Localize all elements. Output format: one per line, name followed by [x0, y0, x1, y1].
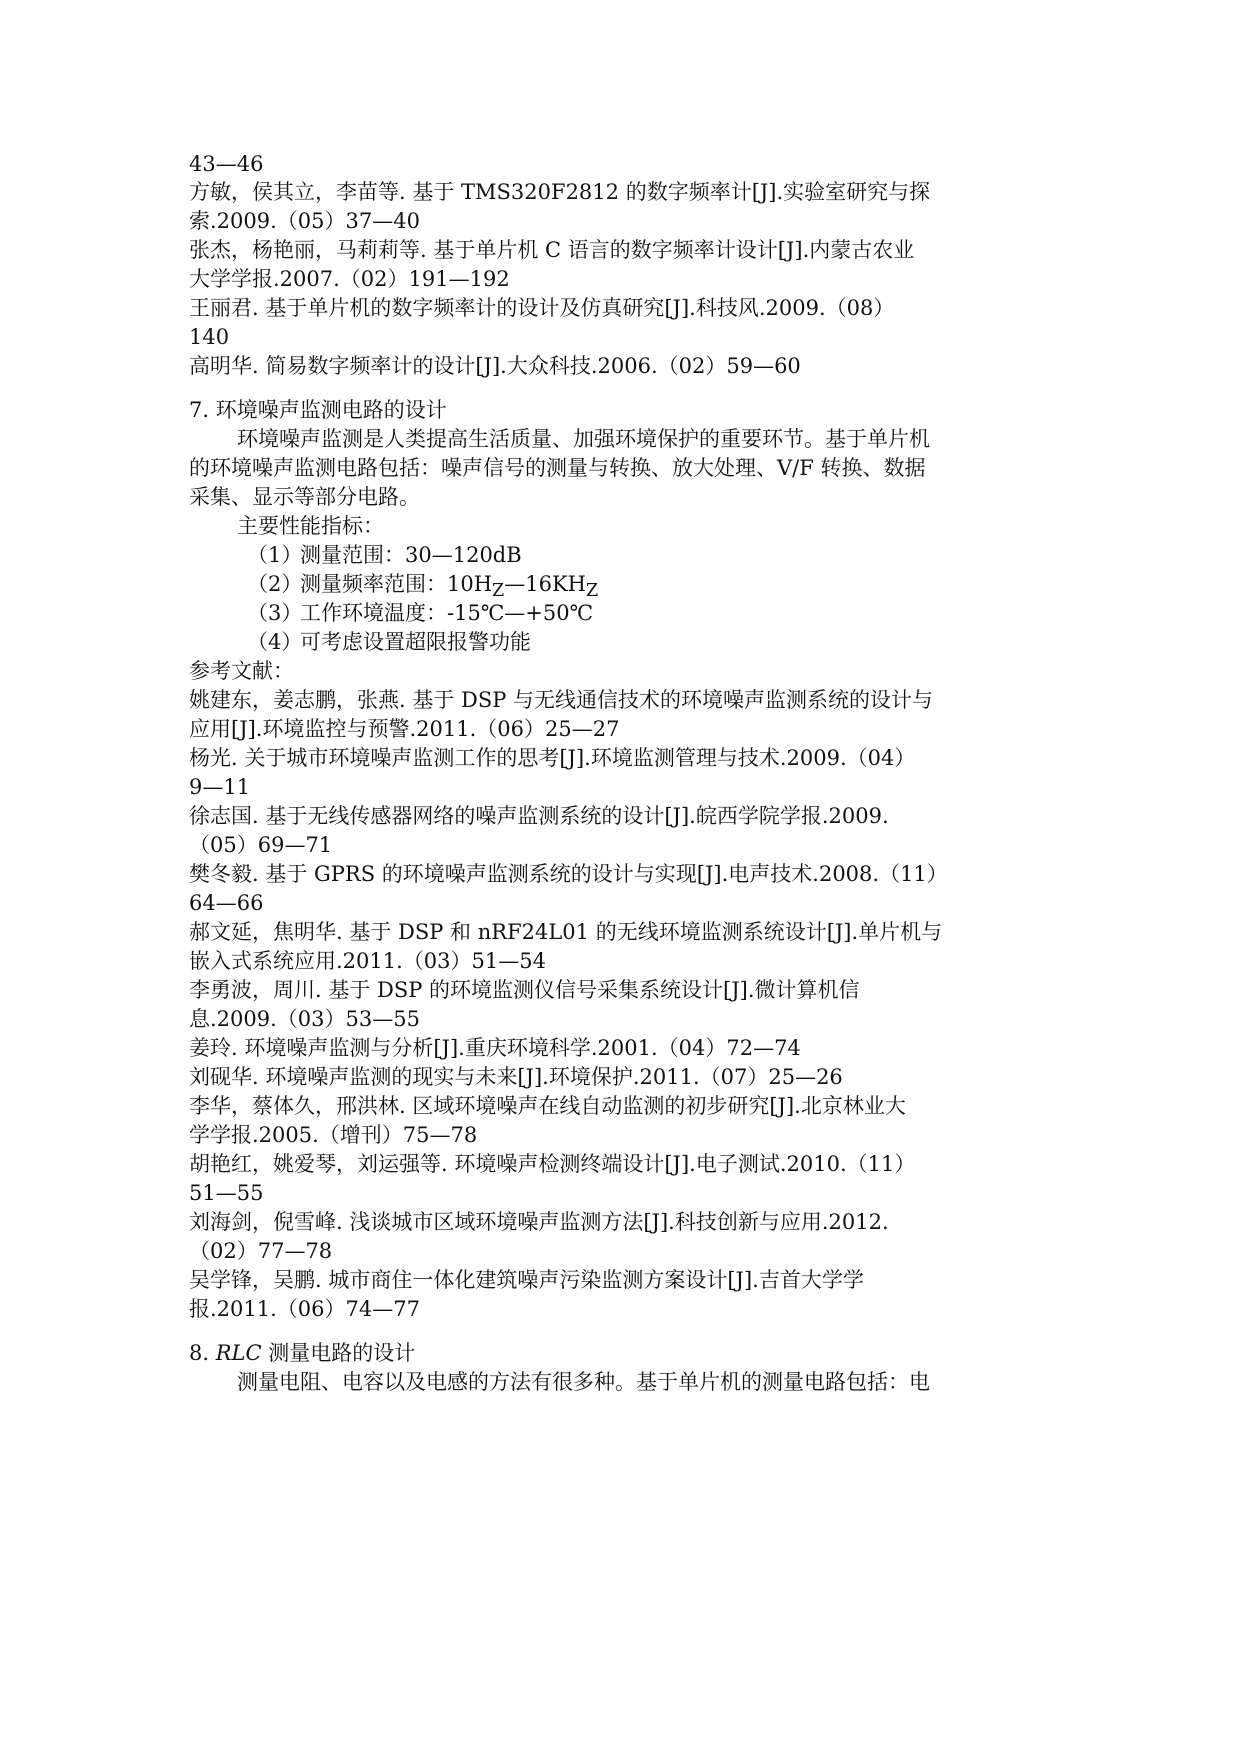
reference-line: 徐志国. 基于无线传感器网络的噪声监测系统的设计[J].皖西学院学报.2009.	[189, 804, 889, 828]
reference-line: 胡艳红，姚爱琴，刘运强等. 环境噪声检测终端设计[J].电子测试.2010.（11）	[189, 1152, 916, 1176]
reference-line: 大学学报.2007.（02）191—192	[189, 267, 510, 291]
spec-item	[247, 540, 522, 570]
reference-line: 吴学锋，吴鹏. 城市商住一体化建筑噪声污染监测方案设计[J].吉首大学学	[189, 1268, 864, 1292]
reference-line: 息.2009.（03）53—55	[189, 1007, 420, 1031]
reference-line: 学学报.2005.（增刊）75—78	[189, 1123, 478, 1147]
reference-line: 刘海剑，倪雪峰. 浅谈城市区域环境噪声监测方法[J].科技创新与应用.2012.	[189, 1210, 889, 1234]
spec-text: 工作环境温度：-15℃—+50℃	[300, 601, 594, 625]
reference-line: 64—66	[189, 891, 264, 915]
reference-line: 应用[J].环境监控与预警.2011.（06）25—27	[189, 717, 620, 741]
section-heading	[189, 1338, 415, 1368]
reference-line: 43—46	[189, 152, 264, 176]
reference-line: 索.2009.（05）37—40	[189, 209, 420, 233]
reference-line: 嵌入式系统应用.2011.（03）51—54	[189, 949, 546, 973]
reference-line: 9—11	[189, 775, 251, 799]
reference-line: 高明华. 简易数字频率计的设计[J].大众科技.2006.（02）59—60	[189, 354, 801, 378]
reference-line: 李华，蔡体久，邢洪林. 区域环境噪声在线自动监测的初步研究[J].北京林业大	[189, 1094, 906, 1118]
spec-text: 测量频率范围：10H	[300, 572, 493, 596]
reference-line: 杨光. 关于城市环境噪声监测工作的思考[J].环境监测管理与技术.2009.（04）	[189, 746, 916, 770]
spec-number: （4）	[247, 630, 303, 654]
spec-number: （2）	[247, 572, 303, 596]
spec-title: 主要性能指标：	[237, 514, 384, 538]
reference-line: （02）77—78	[189, 1239, 333, 1263]
paragraph-line: 测量电阻、电容以及电感的方法有很多种。基于单片机的测量电路包括：电	[237, 1370, 930, 1394]
spec-text: 可考虑设置超限报警功能	[300, 630, 531, 654]
spec-text: 测量范围：30—120dB	[300, 543, 522, 567]
references-label: 参考文献：	[189, 659, 294, 683]
reference-line: 140	[189, 325, 230, 349]
reference-line: 姚建东，姜志鹏，张燕. 基于 DSP 与无线通信技术的环境噪声监测系统的设计与	[189, 688, 934, 712]
reference-line: 李勇波，周川. 基于 DSP 的环境监测仪信号采集系统设计[J].微计算机信	[189, 978, 860, 1002]
section-number: 8.	[189, 1341, 216, 1365]
reference-line: 张杰，杨艳丽，马莉莉等. 基于单片机 C 语言的数字频率计设计[J].内蒙古农业	[189, 238, 915, 262]
section-heading-text: 测量电路的设计	[261, 1341, 416, 1365]
reference-line: 51—55	[189, 1181, 264, 1205]
reference-line: 王丽君. 基于单片机的数字频率计的设计及仿真研究[J].科技风.2009.（08）	[189, 296, 895, 320]
reference-line: 樊冬毅. 基于 GPRS 的环境噪声监测系统的设计与实现[J].电声技术.2008.（11）	[189, 862, 948, 886]
paragraph-line: 采集、显示等部分电路。	[189, 485, 420, 509]
reference-line: 郝文延，焦明华. 基于 DSP 和 nRF24L01 的无线环境监测系统设计[J].单片机与	[189, 920, 943, 944]
spec-subscript: Z	[585, 581, 599, 602]
paragraph-line: 环境噪声监测是人类提高生活质量、加强环境保护的重要环节。基于单片机	[237, 427, 930, 451]
reference-line: （05）69—71	[189, 833, 333, 857]
spec-number: （1）	[247, 543, 303, 567]
spec-number: （3）	[247, 601, 303, 625]
section-heading: 7. 环境噪声监测电路的设计	[189, 398, 447, 422]
spec-item	[247, 627, 531, 657]
paragraph-line: 的环境噪声监测电路包括：噪声信号的测量与转换、放大处理、V/F 转换、数据	[189, 456, 926, 480]
reference-line: 报.2011.（06）74—77	[189, 1297, 420, 1321]
spec-subscript: Z	[492, 581, 505, 602]
section-heading-italic: RLC	[215, 1341, 262, 1365]
spec-text: —16KH	[504, 572, 586, 596]
reference-line: 刘砚华. 环境噪声监测的现实与未来[J].环境保护.2011.（07）25—26	[189, 1065, 843, 1089]
spec-item	[247, 598, 593, 628]
reference-line: 姜玲. 环境噪声监测与分析[J].重庆环境科学.2001.（04）72—74	[189, 1036, 801, 1060]
reference-line: 方敏，侯其立，李苗等. 基于 TMS320F2812 的数字频率计[J].实验室研究与探	[189, 180, 931, 204]
